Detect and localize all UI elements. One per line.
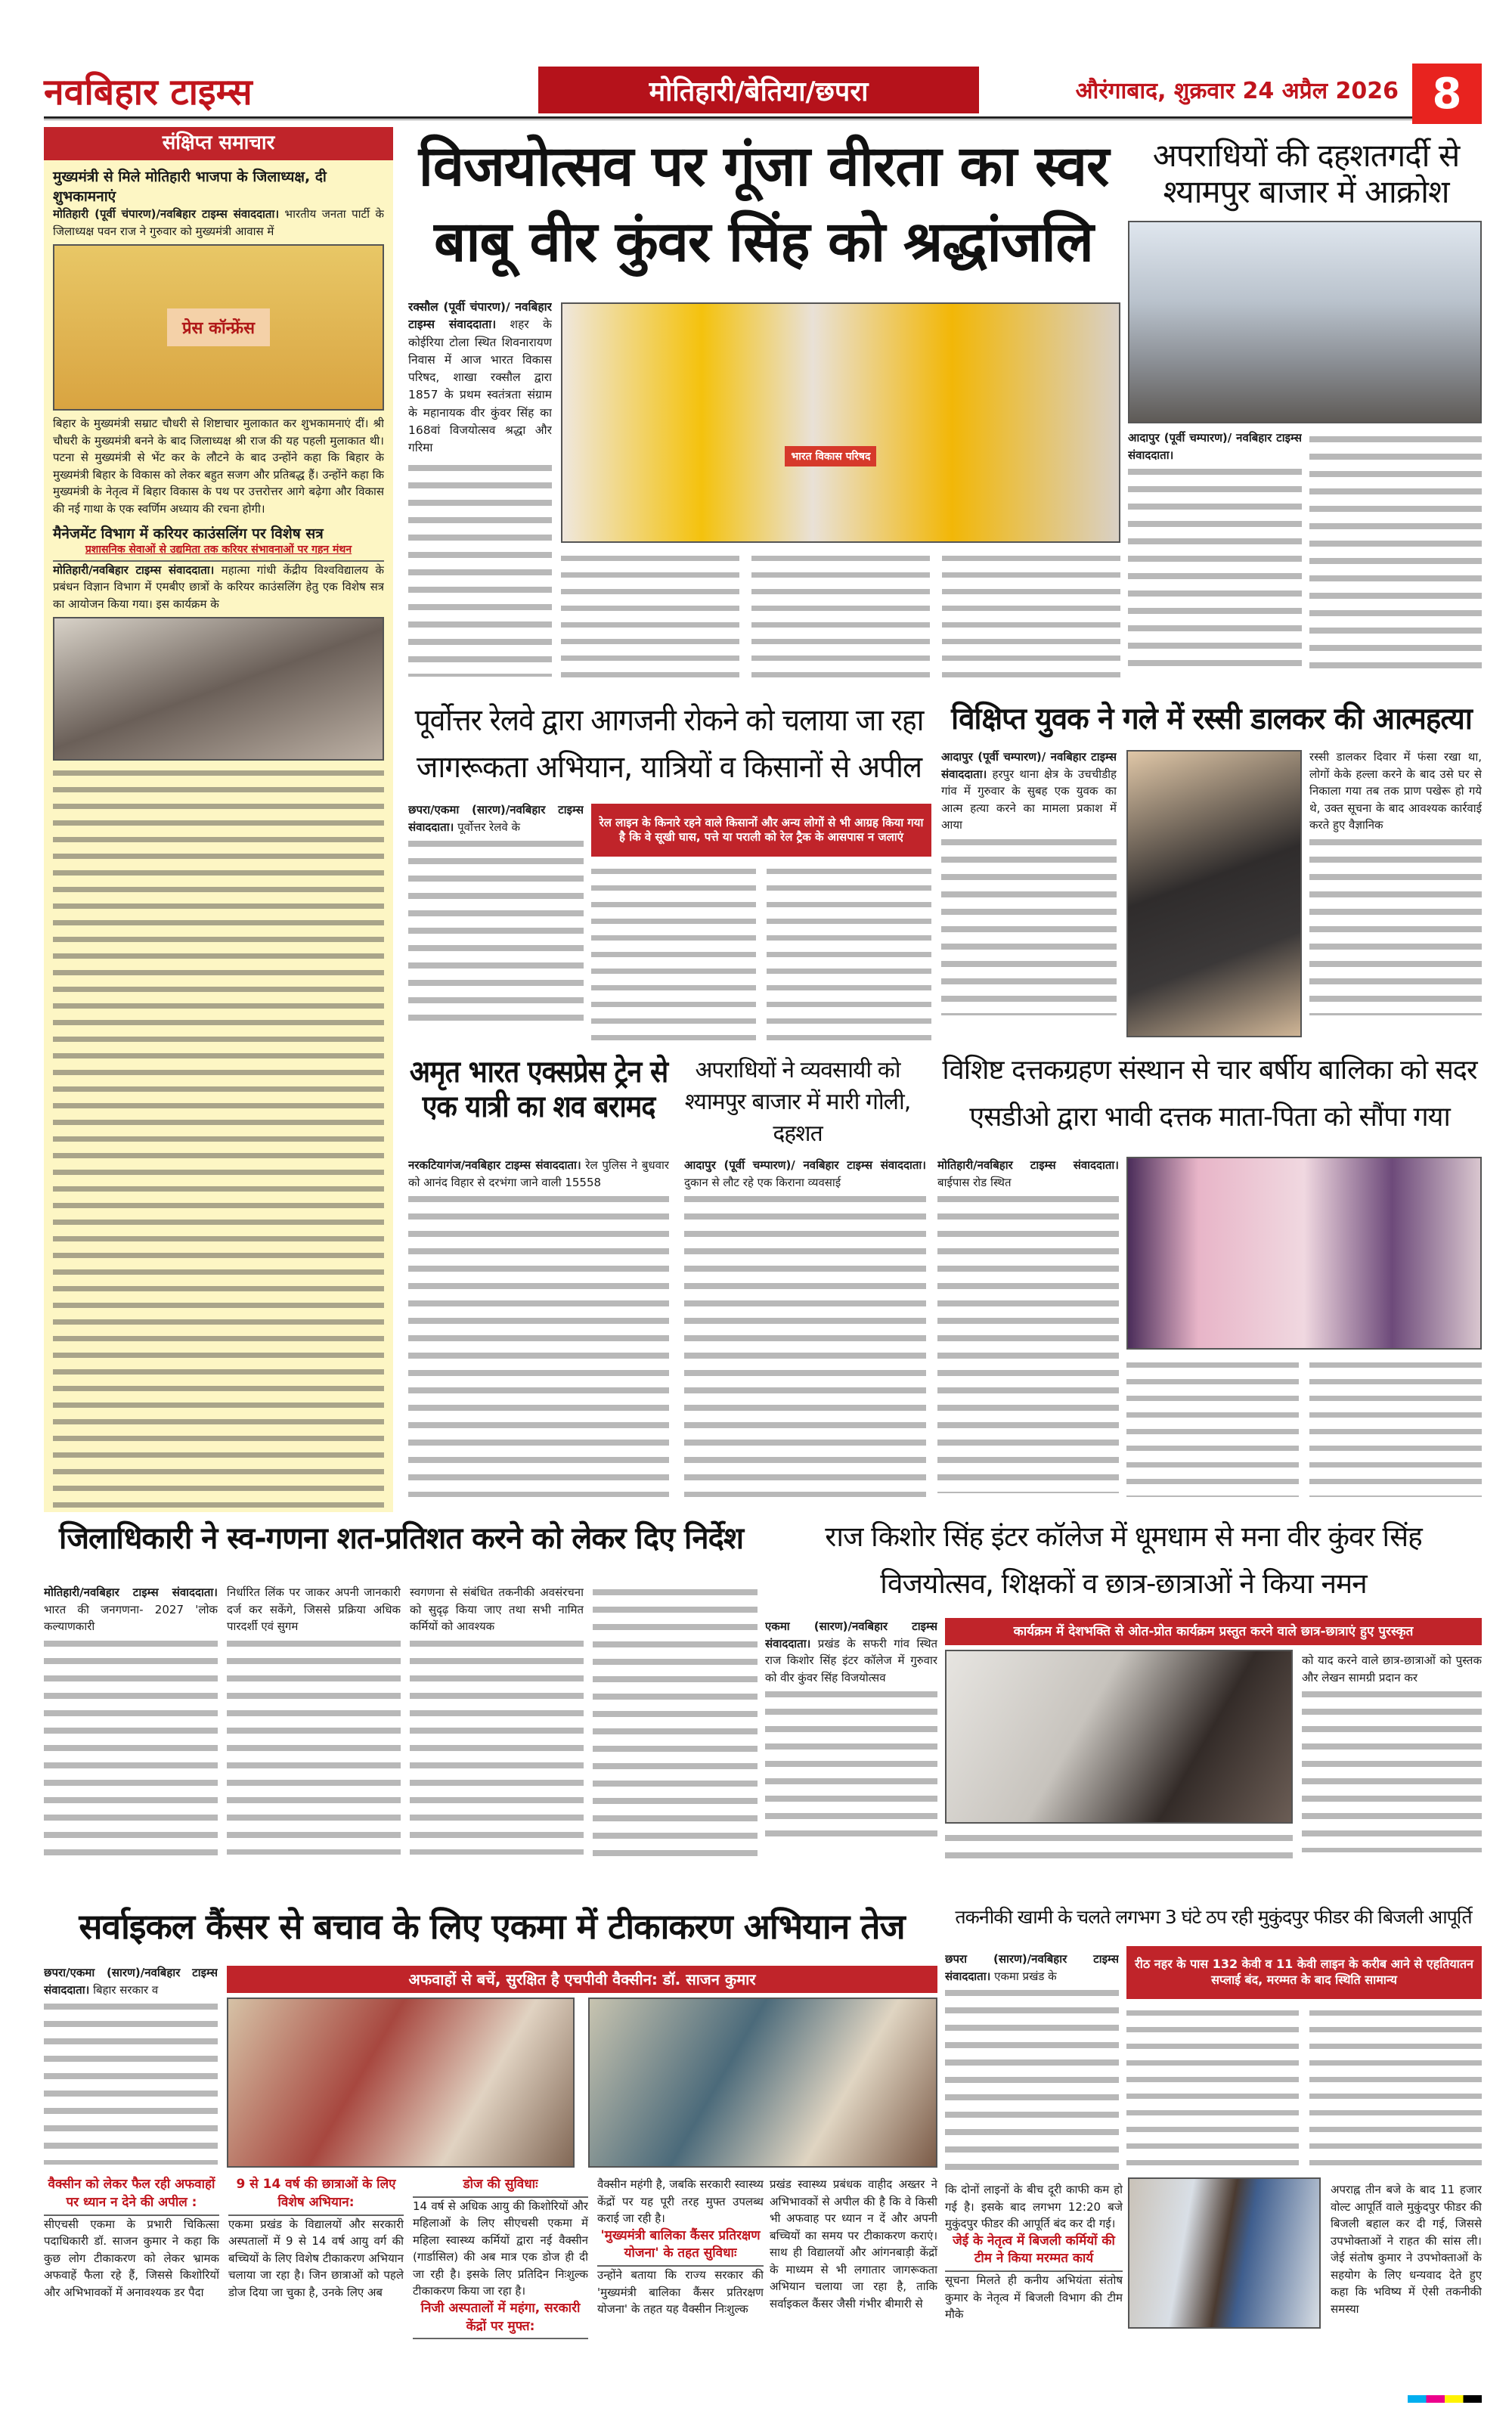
- suicide-body: आदापुर (पूर्वी चम्पारण)/ नवबिहार टाइम्स संवाददाता। हरपुर थाना क्षेत्र के उचचीडीह गांव में गुरुवार के सुबह एक युवक का आत्म हत्या करने का मामला प्रकाश में आया: [941, 748, 1117, 1040]
- census-body-2: निर्धारित लिंक पर जाकर अपनी जानकारी दर्ज कर सकेंगे, जिससे प्रक्रिया अधिक पारदर्शी एवं सुगम: [227, 1584, 401, 1864]
- shyampur-headline: अपराधियों की दहशतगर्दी से श्यामपुर बाजार में आक्रोश: [1152, 137, 1460, 211]
- shyampur-body-col2: [1309, 431, 1482, 679]
- color-registration-bar: [1408, 2395, 1482, 2403]
- suicide-body-right: रस्सी डालकर दिवार में फंसा रखा था, लोगों केके हल्ला करने के बाद उसे घर से निकाला गया तब तक प्राण पखेरू हो गये थे, उक्त सूचना के बाद आवश्यक कार्रवाई करते हुए वैज्ञानिक: [1309, 748, 1482, 1040]
- brief2-subhead: प्रशासनिक सेवाओं से उद्यमिता तक करियर संभावनाओं पर गहन मंथन: [53, 543, 384, 562]
- issue-date: औरंगाबाद, शुक्रवार 24 अप्रैल 2026: [1075, 78, 1399, 104]
- adoption-body-cols: [1126, 1357, 1482, 1497]
- power-subhead: जेई के नेतृत्व में बिजली कर्मियों की टीम ने किया मरम्मत कार्य: [945, 2233, 1123, 2273]
- college-headline-1: राज किशोर सिंह इंटर कॉलेज में धूमधाम से मना वीर कुंवर सिंह: [825, 1520, 1422, 1553]
- vaccine-col-2: [228, 2176, 404, 2395]
- trader-headline: अपराधियों ने व्यवसायी को श्यामपुर बाजार में मारी गोली, दहशत: [684, 1057, 911, 1147]
- brief1-headline: मुख्यमंत्री से मिले मोतिहारी भाजपा के जिलाध्यक्ष, दी शुभकामनाएं: [53, 169, 327, 205]
- brief-column: [44, 127, 393, 1512]
- lead-headline-2: बाबू वीर कुंवर सिंह को श्रद्धांजलि: [434, 209, 1093, 274]
- shyampur-body: आदापुर (पूर्वी चम्पारण)/ नवबिहार टाइम्स संवाददाता।: [1128, 429, 1302, 679]
- brief1-photo: [53, 244, 384, 411]
- vaccine-body: छपरा/एकमा (सारण)/नवबिहार टाइम्स संवाददाता। बिहार सरकार व: [44, 1964, 218, 2168]
- college-headline-2: विजयोत्सव, शिक्षकों व छात्र-छात्राओं ने किया नमन: [880, 1567, 1367, 1600]
- vaccine-photo-2: [588, 1998, 937, 2168]
- amrit-headline: अमृत भारत एक्सप्रेस ट्रेन से एक यात्री का शव बरामद: [409, 1055, 668, 1124]
- census-body-1: मोतिहारी/नवबिहार टाइम्स संवाददाता। भारत की जनगणना- 2027 'लोक कल्याणकारी: [44, 1584, 218, 1864]
- lead-body: रक्सौल (पूर्वी चंपारण)/ नवबिहार टाइम्स संवाददाता। शहर के कोईरिया टोला स्थित शिवनारायण निवास में आज भारत विकास परिषद, शाखा रक्सौल द्वारा 1857 के प्रथम स्वतंत्रता संग्राम के महानायक वीर कुंवर सिंह का 168वां विजयोत्सव श्रद्धा और गरिमा: [408, 299, 552, 677]
- brief1-body: मोतिहारी (पूर्वी चंपारण)/नवबिहार टाइम्स संवाददाता। भारतीय जनता पार्टी के जिलाध्यक्ष पवन राज ने गुरुवार को मुख्यमंत्री आवास में: [53, 207, 384, 238]
- vaccine-col-4: [597, 2176, 764, 2395]
- vaccine-subhead-1: वैक्सीन को लेकर फैल रही अफवाहों पर ध्यान न देने की अपील :: [44, 2176, 219, 2216]
- suicide-headline: विक्षिप्त युवक ने गले में रस्सी डालकर की आत्महत्या: [951, 702, 1472, 736]
- vaccine-text-2: एकमा प्रखंड के विद्यालयों और सरकारी अस्पतालों में 9 से 14 वर्ष आयु वर्ग की बच्चियों के लिए विशेष टीकाकरण अभियान चलाया जा रहा है। जिन छात्राओं को पहले डोज दिया जा चुका है, उनके लिए अब: [228, 2217, 404, 2299]
- power-headline: तकनीकी खामी के चलते लगभग 3 घंटे ठप रही मुकुंदपुर फीडर की बिजली आपूर्ति: [955, 1906, 1472, 1928]
- brief1-continued: बिहार के मुख्यमंत्री सम्राट चौधरी से शिष्टाचार मुलाकात कर शुभकामनाएं दीं। श्री चौधरी के मुख्यमंत्री बनने के बाद जिलाध्यक्ष श्री राज की यह पहली मुलाकात थी। पटना से मुख्यमंत्री से भेंट कर के लौटने के बाद उन्होंने कहा कि बिहार के मुख्यमंत्री बिहार के विकास को लेकर बहुत सजग और प्रतिबद्ध हैं। उन्होंने कहा कि मुख्यमंत्री के नेतृत्व में बिहार विकास के पथ पर उत्तरोत्तर आगे बढ़ेगा और विकास की नई गाथा के एक स्वर्णिम अध्याय की रचना होगी।: [53, 417, 384, 516]
- vaccine-col-5: प्रखंड स्वास्थ्य प्रबंधक वाहीद अख्तर ने अभिभावकों से अपील की है कि वे किसी भी अफवाह पर ध्यान न दें और अपनी बच्चियों का समय पर टीकाकरण कराएं। साथ ही विद्यालयों और आंगनबाड़ी केंद्रों के माध्यम से भी लगातार जागरूकता अभियान चलाया जा रहा है, ताकि सर्वाइकल कैंसर जैसी गंभीर बीमारी से: [770, 2177, 937, 2311]
- power-photo: [1128, 2177, 1321, 2329]
- vaccine-subhead-2: 9 से 14 वर्ष की छात्राओं के लिए विशेष अभियान:: [228, 2176, 404, 2216]
- census-headline: जिलाधिकारी ने स्व-गणना शत-प्रतिशत करने को लेकर दिए निर्देश: [58, 1521, 744, 1556]
- adoption-headline-1: विशिष्ट दत्तकग्रहण संस्थान से चार बर्षीय बालिका को सदर: [942, 1055, 1477, 1086]
- brief2-photo: [53, 617, 384, 761]
- railway-body: छपरा/एकमा (सारण)/नवबिहार टाइम्स संवाददाता। पूर्वोत्तर रेलवे के: [408, 801, 584, 1043]
- power-col2: कि दोनों लाइनों के बीच दूरी काफी कम हो गई है। इसके बाद लगभग 12:20 बजे मुकुंदपुर फीडर की आपूर्ति बंद कर दी गई। जेई के नेतृत्व में बिजली कर्मियों की टीम ने किया मरम्मत कार्य सूचना मिलते ही कनीय अभियंता संतोष कुमार के नेतृत्व में बिजली विभाग की टीम मौके: [945, 2183, 1123, 2322]
- power-body-cols: [1126, 2005, 1482, 2175]
- suicide-photo: [1126, 750, 1302, 1037]
- brief2-headline: मैनेजमेंट विभाग में करियर काउंसलिंग पर विशेष सत्र: [53, 525, 324, 542]
- railway-highlight: रेल लाइन के किनारे रहने वाले किसानों और अन्य लोगों से भी आग्रह किया गया है कि वे सूखी घास, पत्ते या पराली को रेल ट्रैक के आसपास न जलाएं: [591, 804, 931, 857]
- header-rule: [44, 116, 1412, 120]
- power-highlight: रीठ नहर के पास 132 केवी व 11 केवी लाइन के करीब आने से एहतियातन सप्लाई बंद, मरम्मत के बाद स्थिति सामान्य: [1126, 1946, 1482, 1999]
- college-banner: कार्यक्रम में देशभक्ति से ओत-प्रोत कार्यक्रम प्रस्तुत करने वाले छात्र-छात्राएं हुए पुरस्कृत: [945, 1618, 1482, 1645]
- college-body-bottom: [945, 1830, 1293, 1867]
- census-body-4: [593, 1584, 758, 1864]
- vaccine-headline: सर्वाइकल कैंसर से बचाव के लिए एकमा में टीकाकरण अभियान तेज: [79, 1906, 905, 1947]
- college-body: एकमा (सारण)/नवबिहार टाइम्स संवाददाता। प्रखंड के सफरी गांव स्थित राज किशोर सिंह इंटर कॉलेज में गुरुवार को वीर कुंवर सिंह विजयोत्सव: [765, 1618, 937, 1867]
- page-number: 8: [1412, 64, 1482, 124]
- power-body: छपरा (सारण)/नवबिहार टाइम्स संवाददाता। एकमा प्रखंड के: [945, 1951, 1119, 2177]
- adoption-body: मोतिहारी/नवबिहार टाइम्स संवाददाता। बाईपास रोड स्थित: [937, 1157, 1119, 1497]
- vaccine-col-3: [413, 2176, 588, 2395]
- railway-headline-2: जागरूकता अभियान, यात्रियों व किसानों से अपील: [416, 750, 922, 785]
- masthead: नवबिहार टाइम्स: [44, 71, 253, 113]
- lead-body-continued: [561, 550, 1120, 679]
- vaccine-photo-1: [227, 1998, 575, 2168]
- vaccine-text-1: सीएचसी एकमा के प्रभारी चिकित्सा पदाधिकारी डॉ. साजन कुमार ने कहा कि कुछ लोग टीकाकरण को लेकर भ्रामक अफवाहें फैला रहे हैं, जिससे किशोरियों और अभिभावकों में अनावश्यक डर पैदा: [44, 2217, 219, 2299]
- brief2-body: मोतिहारी/नवबिहार टाइम्स संवाददाता। महात्मा गांधी केंद्रीय विश्वविद्यालय के प्रबंधन विज्ञान विभाग में एमबीए छात्रों के करियर काउंसलिंग हेतु एक विशेष सत्र का आयोजन किया गया। इस कार्यक्रम के: [53, 563, 384, 611]
- lead-photo: [561, 302, 1120, 543]
- vaccine-text-5: उन्होंने बताया कि राज्य सरकार की 'मुख्यमंत्री बालिका कैंसर प्रतिरक्षण योजना' के तहत यह वैक्सीन निःशुल्क: [597, 2268, 764, 2317]
- railway-headline-1: पूर्वोत्तर रेलवे द्वारा आगजनी रोकने को चलाया जा रहा: [414, 703, 924, 738]
- lead-headline-1: विजयोत्सव पर गूंजा वीरता का स्वर: [418, 134, 1109, 199]
- photo-banner-text: भारत विकास परिषद: [785, 446, 876, 466]
- college-body-right: को याद करने वाले छात्र-छात्राओं को पुस्तक और लेखन सामग्री प्रदान कर: [1302, 1652, 1482, 1867]
- vaccine-col-1: [44, 2176, 219, 2395]
- trader-body: आदापुर (पूर्वी चम्पारण)/ नवबिहार टाइम्स संवाददाता। दुकान से लौट रहे एक किराना व्यवसाई: [684, 1157, 926, 1497]
- vaccine-text-4: वैक्सीन महंगी है, जबकि सरकारी स्वास्थ्य केंद्रों पर यह पूरी तरह मुफ्त उपलब्ध कराई जा रही है।: [597, 2177, 764, 2225]
- vaccine-subhead-3: डोज की सुविधाः: [413, 2176, 588, 2198]
- photo-banner-text: प्रेस कॉन्फ्रेंस: [167, 308, 270, 346]
- brief-title: संक्षिप्त समाचार: [44, 127, 393, 160]
- census-body-3: स्वगणना से संबंधित तकनीकी अवसंरचना को सुदृढ़ किया जाए तथा सभी नामित कर्मियों को आवश्यक: [410, 1584, 584, 1864]
- edition-banner: मोतिहारी/बेतिया/छपरा: [538, 67, 979, 113]
- adoption-headline-2: एसडीओ द्वारा भावी दत्तक माता-पिता को सौंपा गया: [969, 1102, 1450, 1133]
- vaccine-subhead-4: निजी अस्पतालों में महंगा, सरकारी केंद्रों पर मुफ्त:: [413, 2300, 588, 2340]
- power-body-right: अपराह्न तीन बजे के बाद 11 हजार वोल्ट आपूर्ति वाले मुकुंदपुर फीडर की बिजली बहाल कर दी गई, जिससे उपभोक्ताओं ने राहत की सांस ली।जेई संतोष कुमार ने उपभोक्ताओं के सहयोग के लिए धन्यवाद देते हुए कहा कि भविष्य में ऐसी तकनीकी समस्या: [1331, 2183, 1482, 2316]
- shyampur-photo: [1128, 221, 1482, 423]
- railway-body-cols: [591, 863, 931, 1042]
- vaccine-banner: अफवाहों से बचें, सुरक्षित है एचपीवी वैक्सीन: डॉ. साजन कुमार: [227, 1966, 937, 1993]
- college-photo: [945, 1650, 1293, 1824]
- vaccine-text-3: 14 वर्ष से अधिक आयु की किशोरियों और महिलाओं के लिए सीएचसी एकमा में महिला स्वास्थ्य कर्मियों द्वारा नई वैक्सीन (गार्डासिल) की अब मात्र एक डोज ही दी जा रही है। इसके लिए प्रतिदिन निःशुल्क टीकाकरण किया जा रहा है।: [413, 2199, 588, 2298]
- brief2-body-text: [53, 765, 384, 1512]
- amrit-body: नरकटियागंज/नवबिहार टाइम्स संवाददाता। रेल पुलिस ने बुधवार को आनंद विहार से दरभंगा जाने वाली 15558: [408, 1157, 669, 1497]
- adoption-photo: [1126, 1157, 1482, 1350]
- vaccine-subhead-5: 'मुख्यमंत्री बालिका कैंसर प्रतिरक्षण योजना' के तहत सुविधाः: [597, 2227, 764, 2267]
